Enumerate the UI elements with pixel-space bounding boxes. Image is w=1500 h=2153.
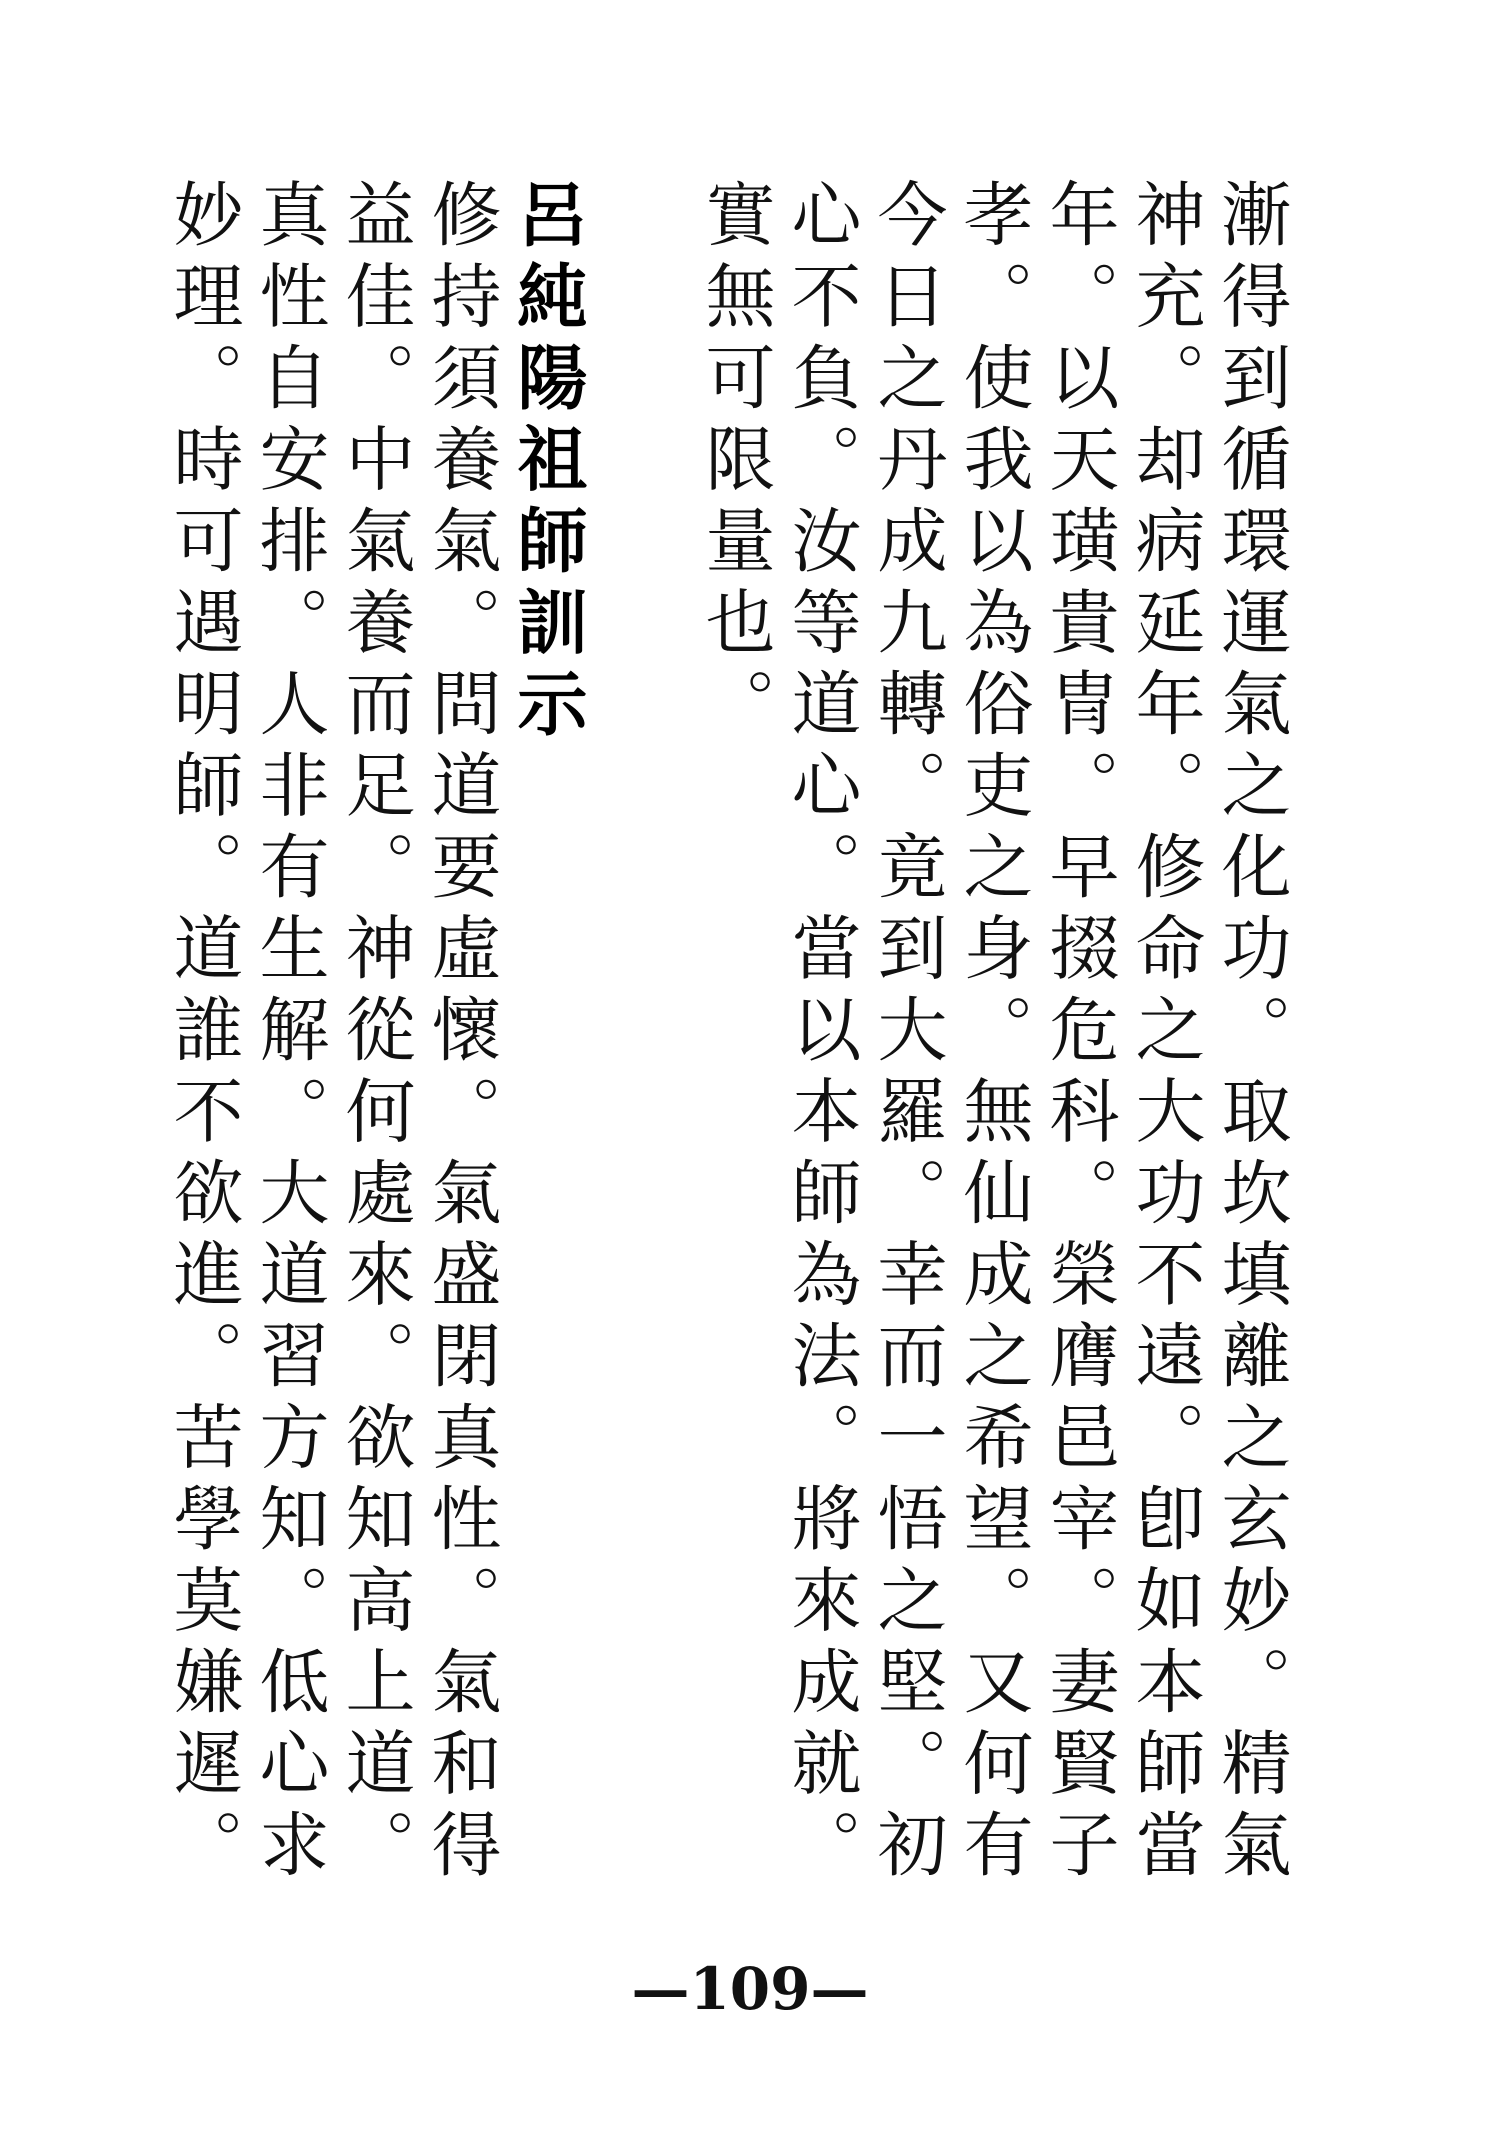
page-number: —109— [631,1955,869,2023]
text-column-l4: 妙理。時可遇明師。道誰不欲進。苦學莫嫌遲。 [162,178,244,1890]
text-column-r6: 心不負。汝等道心。當以本師為法。將來成就。 [780,178,862,1890]
text-column-r3: 年。以天璜貴冑。早掇危科。榮膺邑宰。妻賢子 [1038,178,1120,1890]
text-column-r2: 神充。却病延年。修命之大功不遠。卽如本師當 [1124,178,1206,1890]
text-column-l2: 益佳。中氣養而足。神從何處來。欲知高上道。 [334,178,416,1890]
text-column-r4: 孝。使我以為俗吏之身。無仙成之希望。又何有 [952,178,1034,1890]
text-column-r5: 今日之丹成九轉。竟到大羅。幸而一悟之堅。初 [866,178,948,1890]
text-column-l3: 真性自安排。人非有生解。大道習方知。低心求 [248,178,330,1890]
section-title: 呂純陽祖師訓示 [506,178,588,749]
text-column-r1: 漸得到循環運氣之化功。取坎填離之玄妙。精氣 [1210,178,1292,1890]
text-column-l1: 修持須養氣。問道要虛懷。氣盛閉真性。氣和得 [420,178,502,1890]
text-column-r7: 實無可限量也。 [694,178,776,749]
